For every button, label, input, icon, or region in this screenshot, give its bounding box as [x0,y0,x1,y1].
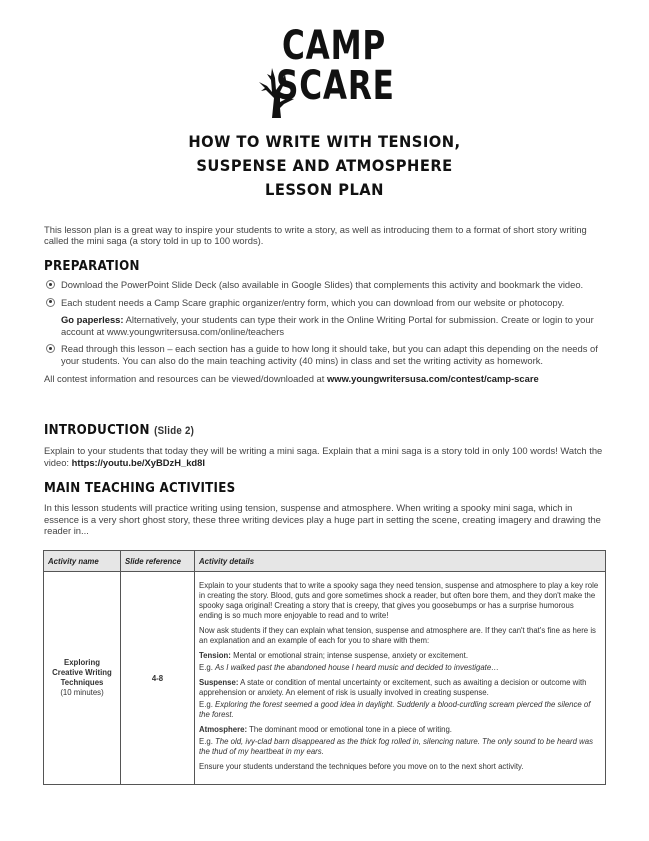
example-text: The old, ivy-clad barn disappeared as the thick fog rolled in, silencing nature. The only sound to be heard was the thud of my heartbeat in my ears. [199,737,593,756]
preparation-list [44,279,614,384]
table-header-row [44,551,606,572]
bullet-text: Read through this lesson – each section has a guide to how long it should take, but you can adapt this depending on the needs of your students. You can also do the main teaching activity (40 mins) in class and set the writing activity as homework. [61,343,598,366]
bullet-text: Each student needs a Camp Scare graphic organizer/entry form, which you can download from our website or photocopy. [61,296,565,308]
example-text: Exploring the forest seemed a good idea in daylight. Suddenly a blood-curdling scream pierced the silence of the forest. [199,700,591,719]
column-header: Activity details [195,551,606,572]
activity-table [43,550,606,785]
main-activities-paragraph: In this lesson students will practice writing using tension, suspense and atmosphere. When writing a spooky mini saga, which in essence is a very short ghost story, these three writing devices play a huge part in setting the scene, creating imagery and drawing the reader in... [44,502,601,537]
tension-example [199,663,599,673]
details-paragraph: Now ask students if they can explain what tension, suspense and atmosphere are. If they can't that's fine as here is an explanation and an example of each for you to share with them: [199,626,596,645]
bullet-text: Download the PowerPoint Slide Deck (also available in Google Slides) that complements this activity and bookmark the video. [61,279,584,290]
title-line-3: LESSON PLAN [265,180,384,199]
introduction-heading [44,422,194,438]
introduction-slide-ref: (Slide 2) [154,425,195,437]
page-title [0,130,649,202]
introduction-text: Explain to your students that today they will be writing a mini saga. Explain that a mini saga is a story told in only 100 words! Watch the video: [44,445,603,468]
atmosphere-label: Atmosphere: [199,725,248,734]
intro-paragraph: This lesson plan is a great way to inspire your students to write a story, as well as introducing them to a format of short story writing called the mini saga (a story told in up to 100 words). [44,224,587,247]
bullet-icon [46,280,55,289]
tension-label: Tension: [199,651,231,660]
tension-definition [199,651,599,661]
example-label: E.g. [199,663,216,672]
title-line-2: SUSPENSE AND ATMOSPHERE [196,156,453,175]
contest-text: All contest information and resources can be viewed/downloaded at [44,372,327,384]
go-paperless-label: Go paperless: [61,314,124,326]
camp-scare-logo [258,23,395,118]
example-label: E.g. [199,700,216,709]
logo-word-camp: CAMP [282,23,387,69]
bullet-icon [46,298,55,307]
go-paperless-note [44,314,614,337]
column-header: Activity name [44,551,121,572]
suspense-example [199,700,599,720]
example-text: As I walked past the abandoned house I heard music and decided to investigate… [215,663,499,672]
suspense-text: A state or condition of mental uncertainty or excitement, such as awaiting a decision or outcome with apprehension or anxiety. An element of risk is usually involved in creating suspense. [199,678,587,697]
go-paperless-text: Alternatively, your students can type their work in the Online Writing Portal for submission. Create or login to your account at www.youngwritersusa.com/online/teachers [61,314,594,337]
atmosphere-definition [199,725,599,735]
suspense-label: Suspense: [199,678,239,687]
video-link[interactable]: https://youtu.be/XyBDzH_kd8I [71,456,205,468]
list-item [44,297,614,309]
activity-details-cell [195,572,606,785]
table-row [44,572,606,785]
example-label: E.g. [199,737,216,746]
main-activities-heading: MAIN TEACHING ACTIVITIES [44,480,236,496]
contest-info [44,373,614,385]
activity-name-cell [44,572,121,785]
tension-text: Mental or emotional strain; intense suspense, anxiety or excitement. [230,651,468,660]
suspense-definition [199,678,599,698]
preparation-heading: PREPARATION [44,258,140,274]
contest-link[interactable]: www.youngwritersusa.com/contest/camp-scare [326,372,539,384]
atmosphere-text: The dominant mood or emotional tone in a piece of writing. [247,725,452,734]
activity-duration: (10 minutes) [60,688,104,697]
introduction-title: INTRODUCTION [44,422,150,438]
list-item [44,279,614,291]
title-line-1: HOW TO WRITE WITH TENSION, [188,132,461,151]
logo-word-scare: SCARE [276,63,395,109]
list-item [44,343,614,366]
introduction-paragraph [44,445,604,468]
closing-note: Ensure your students understand the techniques before you move on to the next short activity. [199,762,524,771]
activity-name: Exploring Creative Writing Techniques [52,658,112,687]
slide-reference-cell: 4-8 [121,572,195,785]
bullet-icon [46,344,55,353]
atmosphere-example [199,737,599,757]
column-header: Slide reference [121,551,195,572]
details-paragraph: Explain to your students that to write a spooky saga they need tension, suspense and atmosphere to play a key role in creating the story. Blood, guts and gore sometimes shock a reader, but often bore them, and they don't make the spooky saga original! Creating a story that is creepy, that gives you goosebumps or has a surprise humorous ending is so much more enjoyable to read and to write! [199,581,599,620]
